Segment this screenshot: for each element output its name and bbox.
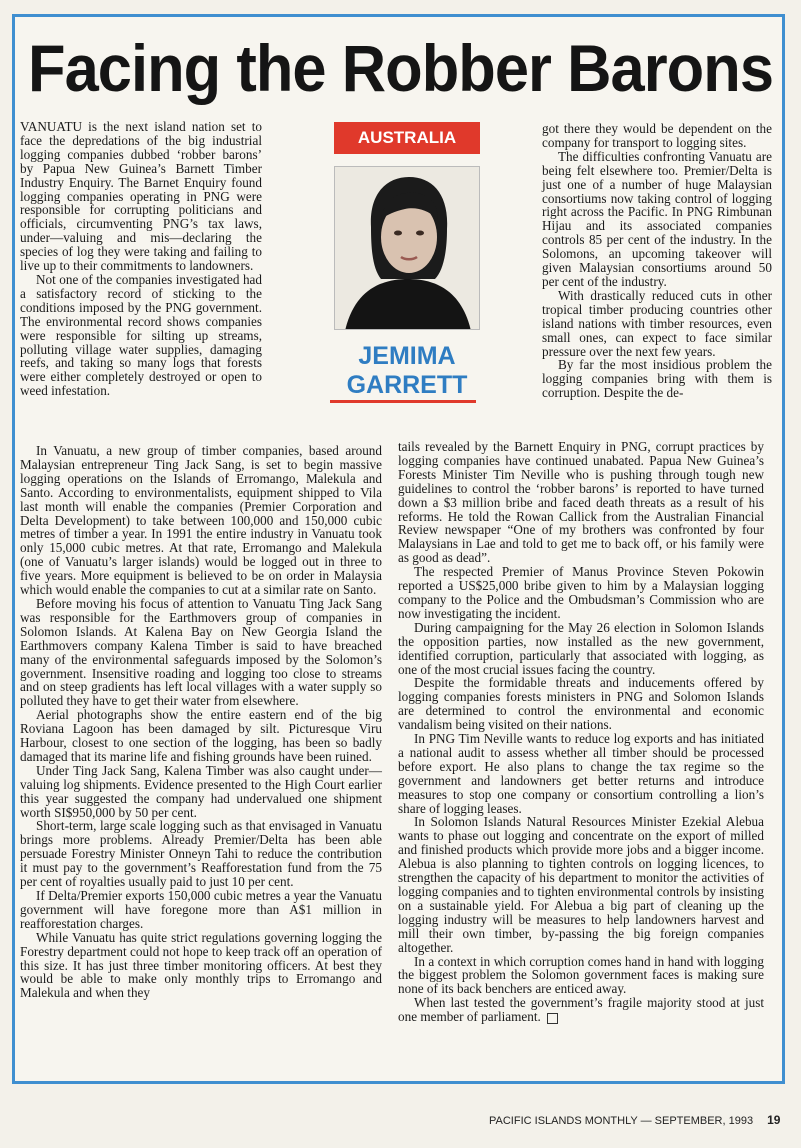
end-of-article-icon [547,1013,558,1024]
paragraph: In Vanuatu, a new group of timber companies, based around Malaysian entrepreneur Ting Jack Sang, is set to begin massive logging operations on the Islands of Erromango, Malekula and Santo. According to environmentalists, equipment shipped to Vila last month will enable the companies (Premier Corporation and Delta Development) to take between 100,000 and 150,000 cubic metres of timber a year. In 1991 the entire industry in Vanuatu took only 15,000 cubic metres. At that rate, Erromango and Malekula (one of Vanuatu’s larger islands) would be logged out in three to five years. More equipment is believed to be on order in Malaysia which would enable the companies to cut at a similar rate on Santo. [20,443,382,598]
paragraph: tails revealed by the Barnett Enquiry in PNG, corrupt practices by logging companies have continued unabated. Papua New Guinea’s Forests Minister Tim Neville who is pushing through tough new guidelines to control the ‘robber barons’ is reported to have turned down a $3 million bribe and faced death threats as a result of his reforms. He told the Rowan Callick from the Australian Financial Review newspaper “One of my brothers was confronted by four Malaysians in Lae and told to get me to back off, or his family were as good as dead”. [398,439,764,566]
paragraph: If Delta/Premier exports 150,000 cubic metres a year the Vanuatu government will have foregone more than A$1 million in reafforestation charges. [20,888,382,931]
paragraph: In PNG Tim Neville wants to reduce log exports and has initiated a national audit to assess whether all timber should be processed before export. He also plans to change the tax regime so the government and landowners get better returns and introduce measures to stop one company or consortium controlling a lion’s share of logging leases. [398,731,764,816]
paragraph: Despite the formidable threats and inducements offered by logging companies forests ministers in PNG and Solomon Islands are determined to control the environmental and economic vandalism being visited on their nations. [398,675,764,733]
right-column [542,122,772,400]
paragraph: While Vanuatu has quite strict regulations governing logging the Forestry department could not hope to keep track off an operation of this size. It has just three timber monitoring officers. At best they would be able to make only monthly trips to Erromango and Malekula and when they [20,929,382,1001]
portrait-image [335,167,480,330]
lower-right-column [398,440,764,1024]
paragraph: Aerial photographs show the entire eastern end of the big Roviana Lagoon has been damaged by silt. Picturesque Viru Harbour, closest to one section of the logging, has been so badly damaged that its marine life and fishing grounds have been ruined. [20,707,382,764]
paragraph: The respected Premier of Manus Province Steven Pokowin reported a US$25,000 bribe given to him by a Malaysian logging company to the Police and the Ombudsman’s Commission who are now investigating the incident. [398,564,764,621]
paragraph: VANUATU is the next island nation set to face the depredations of the big industrial logging companies dubbed ‘robber barons’ by Papua New Guinea’s Barnett Timber Industry Enquiry. The Barnet Enquiry found logging companies operating in PNG were responsible for corrupting politicians and officials, circumventing PNG’s tax laws, under—valuing and mis—declaring the species of log they were taking and failing to live up to their commitments to landowners. [20,119,262,274]
last-paragraph [398,996,764,1024]
paragraph: With drastically reduced cuts in other tropical timber producing countries other island nations with timber resources, even small ones, can expect to face similar pressure over the next few years. [542,287,772,359]
author-name: JEMIMA GARRETT [346,342,468,399]
page-footer [489,1113,789,1127]
paragraph: The difficulties confronting Vanuatu are being felt elsewhere too. Premier/Delta is just one of a number of huge Malaysian consortiums now taking control of logging right across the Pacific. In PNG Rimbunan Hijau and its associated companies controls 85 per cent of the industry. In the Solomons, an upcoming takeover will given Malaysian consortiums around 50 per cent of the industry. [542,148,772,289]
paragraph: Short-term, large scale logging such as that envisaged in Vanuatu brings more problems. Already Premier/Delta has been able persuade Forestry Minister Onneyn Tahi to reduce the contribution it must pay to the government’s Reafforestation fund from the 75 per cent of royalties usually paid to just 10 per cent. [20,818,382,890]
left-column [20,120,262,398]
paragraph: By far the most insidious problem the logging companies bring with them is corruption. Despite the de- [542,357,772,401]
publication-line: PACIFIC ISLANDS MONTHLY — SEPTEMBER, 1993 [489,1115,754,1127]
author-photo [334,166,480,330]
paragraph: In a context in which corruption comes hand in hand with logging the biggest problem the Solomon government faces is making sure none of its back benchers are enticed away. [398,953,764,997]
section-tag: AUSTRALIA [334,122,480,154]
lower-left-column [20,444,382,1000]
paragraph: got there they would be dependent on the company for transport to logging sites. [542,121,772,150]
headline: Facing the Robber Barons [28,31,774,105]
paragraph-text: When last tested the government’s fragile majority stood at just one member of parliament. [398,995,764,1025]
byline-box [334,122,480,408]
paragraph: During campaigning for the May 26 election in Solomon Islands the opposition parties, now installed as the new government, identified corruption, particularly that associated with logging, as one of the most crucial issues facing the country. [398,619,764,677]
page-number: 19 [767,1113,781,1127]
paragraph: Before moving his focus of attention to Vanuatu Ting Jack Sang was responsible for the Earthmovers group of companies in Solomon Islands. At Kalena Bay on New Georgia Island the Earthmovers company Kalena Timber is said to have breached many of the environmental safeguards imposed by the Solomon’s government. Insensitive roading and logging too close to streams and on steep gradients has left local villages with a water supply so polluted they have to get their water from elsewhere. [20,595,382,709]
paragraph: In Solomon Islands Natural Resources Minister Ezekial Alebua wants to phase out logging and concentrate on the export of milled and finished products which provide more jobs and a bigger income. Alebua is also planning to tighten controls on logging licences, to strengthen the capacity of his department to monitor the activities of logging companies and to tighten environmental controls by insisting on a sustainable yield. For Alebua a big part of cleaning up the logging industry will be measures to help landowners harvest and mill their own timber, by-passing the big foreign companies altogether. [398,814,764,955]
paragraph: Under Ting Jack Sang, Kalena Timber was also caught under—valuing log shipments. Evidence presented to the High Court earlier this year suggested the company had undervalued one shipment worth SI$950,000 by 50 per cent. [20,762,382,820]
author-divider [330,400,476,403]
paragraph: Not one of the companies investigated had a satisfactory record of sticking to the conditions imposed by the PNG government. The environmental record shows companies were responsible for silting up streams, polluting village water supplies, damaging reefs, and taking so many logs that forests were either completely destroyed or open to weed infestation. [20,271,262,399]
